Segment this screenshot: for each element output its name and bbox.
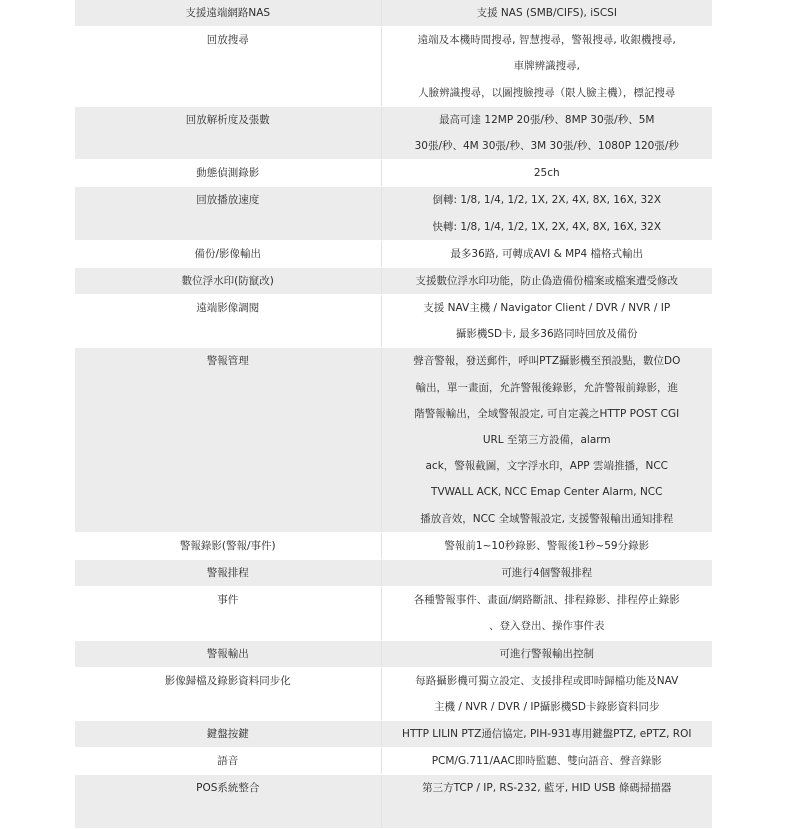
spec-row bbox=[75, 0, 712, 27]
spec-table bbox=[75, 0, 712, 829]
spec-label-text: 警報排程 bbox=[206, 566, 249, 579]
spec-label bbox=[75, 106, 381, 159]
spec-label-text: 事件 bbox=[217, 594, 239, 607]
spec-label bbox=[75, 532, 381, 559]
spec-row bbox=[75, 106, 712, 159]
spec-row bbox=[75, 640, 712, 667]
spec-row bbox=[75, 559, 712, 586]
spec-value-line: 最多36路, 可轉成AVI & MP4 檔格式輸出 bbox=[450, 247, 644, 260]
spec-value-line: 最高可達 12MP 20張/秒、8MP 30張/秒、5M bbox=[439, 113, 655, 126]
spec-row bbox=[75, 587, 712, 640]
spec-label bbox=[75, 27, 381, 107]
spec-value-line: 車牌辨識搜尋, bbox=[513, 60, 580, 73]
spec-value-line: 播放音效，NCC 全域警報設定, 支援警報輸出通知排程 bbox=[420, 512, 674, 525]
spec-row bbox=[75, 775, 712, 828]
spec-value-line: 、登入登出、操作事件表 bbox=[489, 620, 605, 633]
spec-value bbox=[381, 721, 712, 748]
spec-value bbox=[381, 559, 712, 586]
spec-label-text: 回放搜尋 bbox=[206, 34, 249, 47]
spec-value-line: 支援數位浮水印功能，防止偽造備份檔案或檔案遭受修改 bbox=[415, 274, 678, 287]
spec-value-line: 遠端及本機時間搜尋, 智慧搜尋，警報搜尋, 收銀機搜尋, bbox=[417, 34, 676, 47]
spec-label-text: 回放解析度及張數 bbox=[185, 113, 270, 126]
spec-label bbox=[75, 775, 381, 828]
spec-value-line: TVWALL ACK, NCC Emap Center Alarm, NCC bbox=[431, 486, 663, 499]
spec-value-line: 25ch bbox=[533, 167, 560, 180]
spec-value bbox=[381, 667, 712, 720]
spec-label-text: 遠端影像調閱 bbox=[196, 302, 260, 315]
spec-label bbox=[75, 348, 381, 532]
spec-value-line bbox=[382, 802, 713, 828]
spec-label bbox=[75, 267, 381, 294]
spec-label-text: 回放播放速度 bbox=[196, 194, 260, 207]
spec-row bbox=[75, 667, 712, 720]
spec-value-line: 每路攝影機可獨立設定、支援排程或即時歸檔功能及NAV bbox=[415, 674, 679, 687]
spec-label bbox=[75, 748, 381, 775]
spec-label bbox=[75, 187, 381, 240]
spec-row bbox=[75, 295, 712, 348]
spec-value bbox=[381, 240, 712, 267]
spec-value bbox=[381, 106, 712, 159]
spec-table-body bbox=[75, 0, 712, 828]
spec-label-text: 支援遠端網路NAS bbox=[185, 7, 271, 19]
spec-label-text: 數位浮水印(防竄改) bbox=[181, 274, 274, 287]
spec-row bbox=[75, 240, 712, 267]
spec-row bbox=[75, 348, 712, 532]
spec-label-text: 語音 bbox=[217, 755, 239, 768]
spec-label bbox=[75, 667, 381, 720]
spec-value bbox=[381, 0, 712, 27]
spec-row bbox=[75, 267, 712, 294]
spec-value-line: 倒轉: 1/8, 1/4, 1/2, 1X, 2X, 4X, 8X, 16X, 32X bbox=[432, 194, 662, 207]
spec-label-text: 鍵盤按鍵 bbox=[206, 728, 249, 741]
spec-value-line: 各種警報事件、畫面/網路斷訊、排程錄影、排程停止錄影 bbox=[413, 594, 680, 607]
spec-label bbox=[75, 559, 381, 586]
spec-value-line: 輸出，單一畫面，允許警報後錄影，允許警報前錄影，進 bbox=[415, 381, 678, 394]
spec-value-line: PCM/G.711/AAC即時監聽、雙向語音、聲音錄影 bbox=[431, 755, 662, 768]
spec-value bbox=[381, 348, 712, 532]
spec-value bbox=[381, 160, 712, 187]
spec-value bbox=[381, 587, 712, 640]
spec-value bbox=[381, 532, 712, 559]
spec-label bbox=[75, 587, 381, 640]
spec-value bbox=[381, 187, 712, 240]
spec-label bbox=[75, 160, 381, 187]
spec-value-line: 警報前1~10秒錄影、警報後1秒~59分錄影 bbox=[444, 539, 650, 552]
spec-value-line: 階警報輸出，全域警報設定, 可自定義之HTTP POST CGI bbox=[414, 407, 680, 420]
spec-value-line: URL 至第三方設備，alarm bbox=[482, 434, 611, 446]
spec-label bbox=[75, 721, 381, 748]
spec-row bbox=[75, 187, 712, 240]
spec-label-text: 警報錄影(警報/事件) bbox=[179, 539, 276, 552]
spec-value-line: 快轉: 1/8, 1/4, 1/2, 1X, 2X, 4X, 8X, 16X, 32X bbox=[432, 220, 662, 233]
spec-value-line: 30張/秒、4M 30張/秒、3M 30張/秒、1080P 120張/秒 bbox=[414, 139, 679, 152]
spec-value-line: 可進行警報輸出控制 bbox=[499, 647, 594, 660]
spec-value-line: 支援 NAV主機 / Navigator Client / DVR / NVR / IP bbox=[423, 302, 671, 315]
spec-row bbox=[75, 160, 712, 187]
spec-value-line: 可進行4個警報排程 bbox=[501, 566, 593, 579]
spec-value-line: 攝影機SD卡, 最多36路同時回放及備份 bbox=[455, 328, 638, 341]
spec-value bbox=[381, 267, 712, 294]
spec-label-text: 動態偵測錄影 bbox=[196, 167, 260, 180]
spec-label-text: 警報輸出 bbox=[206, 647, 249, 660]
spec-value-line: 支援 NAS (SMB/CIFS), iSCSI bbox=[476, 7, 617, 19]
spec-label-text: POS系統整合 bbox=[196, 782, 260, 795]
spec-label-text: 備份/影像輸出 bbox=[194, 247, 262, 260]
spec-row bbox=[75, 748, 712, 775]
spec-label-text: 警報管理 bbox=[206, 355, 249, 368]
spec-row bbox=[75, 27, 712, 107]
spec-label-text: 影像歸檔及錄影資料同步化 bbox=[164, 674, 291, 687]
spec-label bbox=[75, 640, 381, 667]
spec-value-line: 第三方TCP / IP, RS-232, 藍牙, HID USB 條碼掃描器 bbox=[422, 782, 672, 795]
spec-value-line: HTTP LILIN PTZ通信協定, PIH-931專用鍵盤PTZ, ePTZ, ROI bbox=[402, 728, 692, 741]
spec-label bbox=[75, 0, 381, 27]
spec-value bbox=[381, 748, 712, 775]
spec-row bbox=[75, 721, 712, 748]
spec-label bbox=[75, 240, 381, 267]
spec-row bbox=[75, 532, 712, 559]
spec-value-line: 聲音警報，發送郵件，呼叫PTZ攝影機至預設點，數位DO bbox=[413, 355, 681, 368]
spec-value bbox=[381, 640, 712, 667]
spec-value bbox=[381, 775, 712, 828]
spec-value-line: ack，警報截圖，文字浮水印，APP 雲端推播，NCC bbox=[425, 460, 668, 473]
spec-value-line: 人臉辨識搜尋，以圖搜臉搜尋（限人臉主機），標記搜尋 bbox=[418, 86, 676, 99]
spec-value bbox=[381, 27, 712, 107]
spec-label bbox=[75, 295, 381, 348]
spec-value bbox=[381, 295, 712, 348]
spec-value-line: 主機 / NVR / DVR / IP攝影機SD卡錄影資料同步 bbox=[433, 700, 660, 713]
